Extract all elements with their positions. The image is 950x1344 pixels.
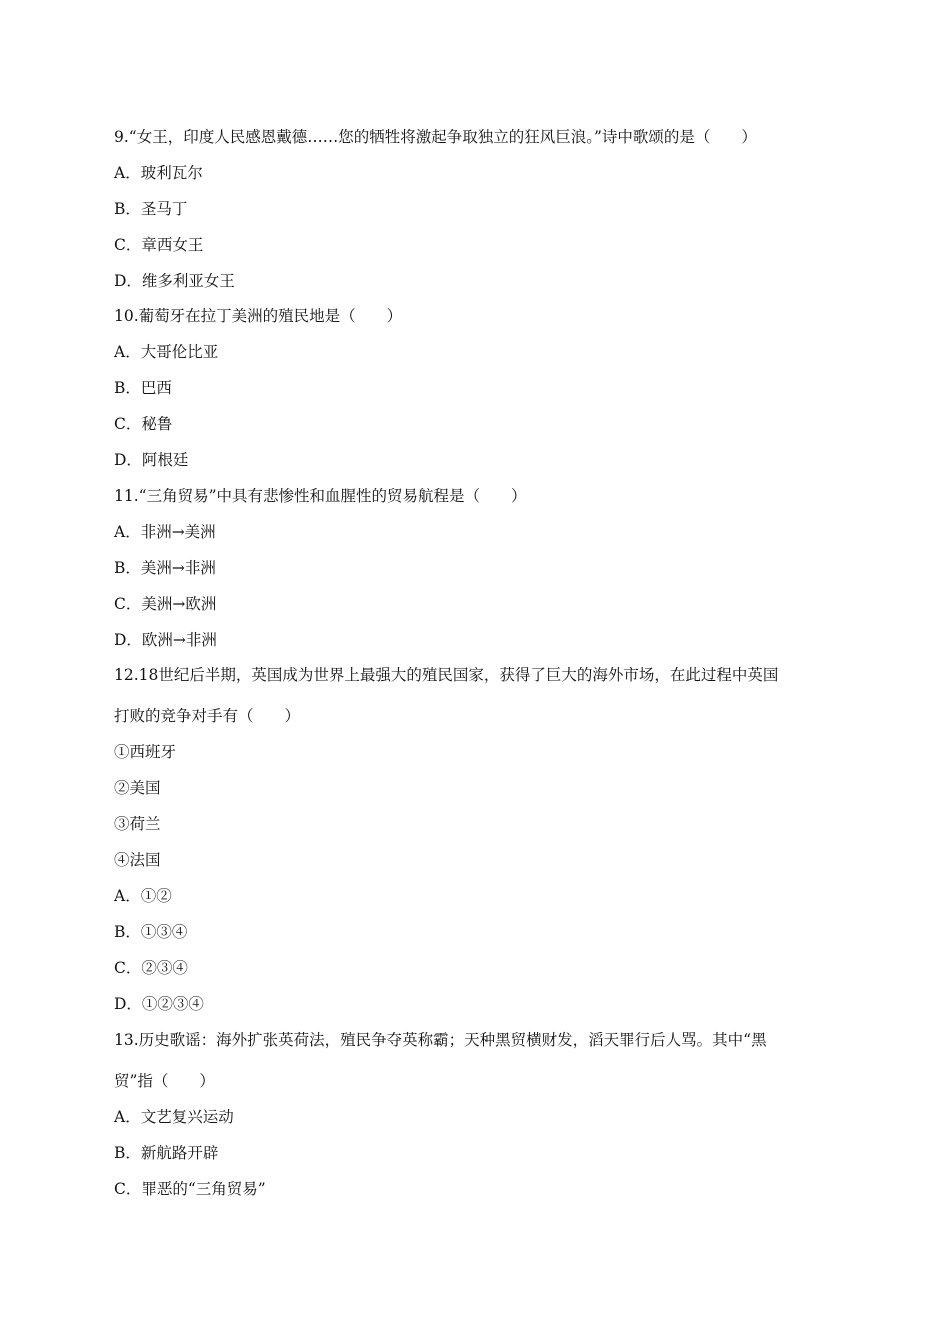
question-stem-line-1: 13.历史歌谣：海外扩张英荷法，殖民争夺英称霸；天种黑贸横财发，滔天罪行后人骂。其中“黑 [114,1031,767,1049]
option-a: A．大哥伦比亚 [114,343,219,361]
option-b: B．巴西 [114,379,172,397]
question-stem-line-1: 12.18世纪后半期，英国成为世界上最强大的殖民国家，获得了巨大的海外市场，在此过程中英国 [114,666,779,684]
option-d: D．阿根廷 [114,451,189,469]
option-c: C．秘鲁 [114,415,173,433]
option-a: A．非洲→美洲 [114,523,216,541]
option-b: B．①③④ [114,923,188,941]
option-b: B．圣马丁 [114,200,188,218]
option-b: B．美洲→非洲 [114,559,216,577]
option-a: A．文艺复兴运动 [114,1108,234,1126]
option-d: D．维多利亚女王 [114,272,235,290]
question-stem-line-2: 打败的竞争对手有（ ） [114,707,301,725]
choice-item-1: ①西班牙 [114,743,177,761]
option-d: D．欧洲→非洲 [114,631,217,649]
option-b: B．新航路开辟 [114,1144,219,1162]
option-a: A．玻利瓦尔 [114,164,203,182]
question-stem: 11.“三角贸易”中具有悲惨性和血腥性的贸易航程是（ ） [114,487,527,505]
question-stem: 9.“女王，印度人民感恩戴德……您的牺牲将激起争取独立的狂风巨浪。”诗中歌颂的是（ ） [114,128,757,146]
option-c: C．章西女王 [114,236,204,254]
choice-item-3: ③荷兰 [114,815,161,833]
option-c: C．②③④ [114,959,188,977]
choice-item-2: ②美国 [114,779,161,797]
option-c: C．美洲→欧洲 [114,595,217,613]
question-stem-line-2: 贸”指（ ） [114,1072,215,1090]
question-stem: 10.葡萄牙在拉丁美洲的殖民地是（ ） [114,307,403,325]
option-a: A．①② [114,887,172,905]
option-c: C．罪恶的“三角贸易” [114,1180,266,1198]
choice-item-4: ④法国 [114,851,161,869]
option-d: D．①②③④ [114,995,204,1013]
